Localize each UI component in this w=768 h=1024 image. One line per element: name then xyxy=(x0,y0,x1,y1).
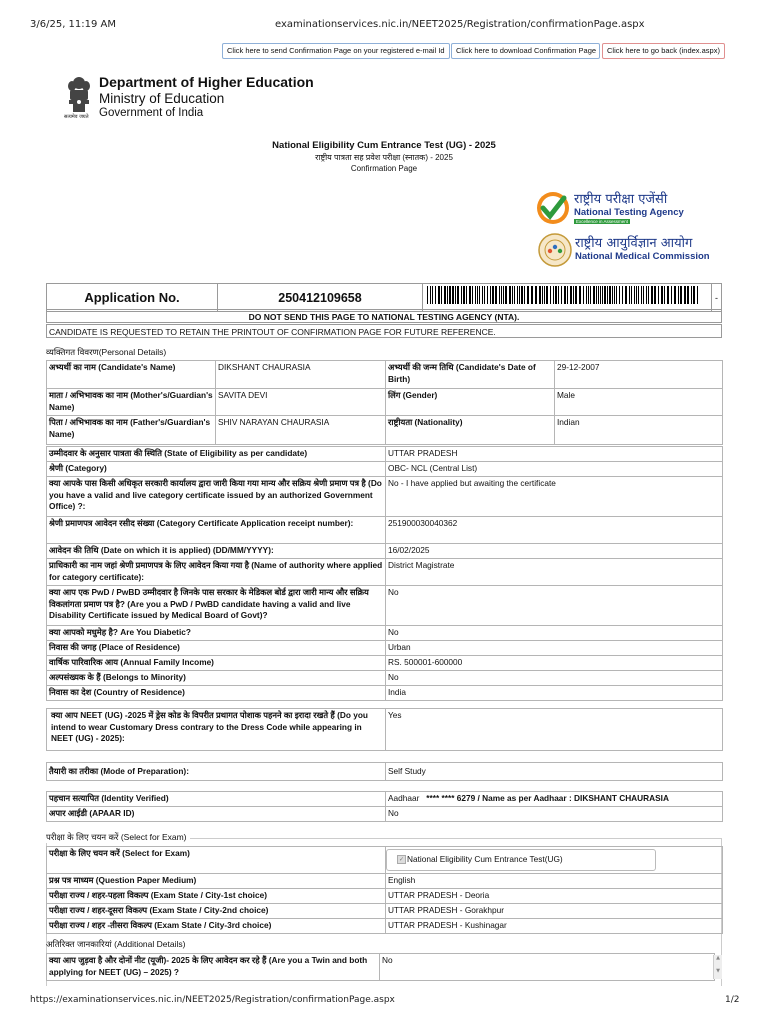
detail-label: क्या आपको मधुमेह है? Are You Diabetic? xyxy=(47,626,386,641)
dob-value: 29-12-2007 xyxy=(555,361,723,389)
exam-option-checkbox[interactable]: ✓ xyxy=(398,856,405,863)
twin-label: क्या आप जुड़वा है और दोनों नीट (यूजी)- 2025 के लिए आवेदन कर रहे हैं (Are you a Twin and both applying for NEET (UG) – 2025) ? xyxy=(47,954,380,981)
dress-code-value: Yes xyxy=(386,709,723,751)
gender-label: लिंग (Gender) xyxy=(386,389,555,416)
detail-label: निवास की जगह (Place of Residence) xyxy=(47,641,386,656)
scroll-down-icon[interactable]: ▼ xyxy=(716,968,720,974)
detail-value: District Magistrate xyxy=(386,559,723,586)
apaar-label: अपार आईडी (APAAR ID) xyxy=(47,807,386,822)
preparation-label: तैयारी का तरीका (Mode of Preparation): xyxy=(47,763,386,781)
detail-value: UTTAR PRADESH xyxy=(386,447,723,462)
detail-value: India xyxy=(386,686,723,701)
detail-value: OBC- NCL (Central List) xyxy=(386,462,723,477)
detail-label: प्राधिकारी का नाम जहां श्रेणी प्रमाणपत्र के लिए आवेदन किया गया है (Name of authority where applied for category certificate): xyxy=(47,559,386,586)
candidate-name: DIKSHANT CHAURASIA xyxy=(216,361,386,389)
application-number-table xyxy=(46,283,722,312)
additional-details-table xyxy=(46,953,715,981)
detail-value: RS. 500001-600000 xyxy=(386,656,723,671)
dob-label: अभ्यर्थी की जन्म तिथि (Candidate's Date of Birth) xyxy=(386,361,555,389)
dress-code-table xyxy=(46,708,723,751)
identity-doc-type: Aadhaar xyxy=(388,793,420,803)
apaar-value: No xyxy=(386,807,723,822)
detail-value: 16/02/2025 xyxy=(386,544,723,559)
nta-check-icon xyxy=(536,191,570,225)
footer-url: https://examinationservices.nic.in/NEET2025/Registration/confirmationPage.aspx xyxy=(30,995,395,1005)
mother-name-label: माता / अभिभावक का नाम (Mother's/Guardian's Name) xyxy=(47,389,216,416)
identity-table xyxy=(46,791,723,822)
detail-value: No xyxy=(386,671,723,686)
nationality-label: राष्ट्रीयता (Nationality) xyxy=(386,416,555,445)
application-number: 250412109658 xyxy=(218,284,423,312)
exam-title-hindi: राष्ट्रीय पात्रता सह प्रवेश परीक्षा (स्नातक) - 2025 xyxy=(315,153,453,162)
detail-label: निवास का देश (Country of Residence) xyxy=(47,686,386,701)
scroll-up-icon[interactable]: ▲ xyxy=(716,955,720,961)
detail-value: Urban xyxy=(386,641,723,656)
detail-value: No - I have applied but awaiting the certificate xyxy=(386,477,723,517)
centre-label: परीक्षा राज्य / शहर-दूसरा विकल्प (Exam State / City-2nd choice) xyxy=(47,904,386,919)
centre-label: परीक्षा राज्य / शहर -तीसरा विकल्प (Exam State / City-3rd choice) xyxy=(47,919,386,934)
preparation-value: Self Study xyxy=(386,763,723,781)
nmc-logo xyxy=(528,231,728,271)
exam-selection-legend: परीक्षा के लिए चयन करें (Select for Exam) xyxy=(46,832,190,843)
candidate-name-label: अभ्यर्थी का नाम (Candidate's Name) xyxy=(47,361,216,389)
exam-option-box xyxy=(386,849,656,871)
preparation-table xyxy=(46,762,723,781)
identity-details: **** **** 6279 / Name as per Aadhaar : DIKSHANT CHAURASIA xyxy=(426,793,669,803)
detail-value: No xyxy=(386,586,723,626)
exam-centres-table xyxy=(46,873,723,934)
barcode-icon xyxy=(427,284,703,306)
detail-label: श्रेणी (Category) xyxy=(47,462,386,477)
do-not-send-warning: DO NOT SEND THIS PAGE TO NATIONAL TESTING AGENCY (NTA). xyxy=(46,309,722,323)
exam-select-label: परीक्षा के लिए चयन करें (Select for Exam) xyxy=(47,847,386,874)
identity-value xyxy=(386,792,723,807)
detail-label: वार्षिक पारिवारिक आय (Annual Family Income) xyxy=(47,656,386,671)
father-name: SHIV NARAYAN CHAURASIA xyxy=(216,416,386,445)
government-name: Government of India xyxy=(99,107,204,119)
go-back-button[interactable]: Click here to go back (index.aspx) xyxy=(602,43,725,59)
father-name-label: पिता / अभिभावक का नाम (Father's/Guardian's Name) xyxy=(47,416,216,445)
eligibility-details-table xyxy=(46,446,723,701)
ministry-name: Ministry of Education xyxy=(99,91,225,106)
detail-label: उम्मीदवार के अनुसार पात्रता की स्थिति (State of Eligibility as per candidate) xyxy=(47,447,386,462)
nta-logo xyxy=(536,187,736,229)
detail-label: क्या आपके पास किसी अधिकृत सरकारी कार्यालय द्वारा जारी किया गया मान्य और सक्रिय श्रेणी प्रमाण पत्र है (Do you have a valid and live category certificate issued by an authorized Government Office) ?: xyxy=(47,477,386,517)
centre-value: UTTAR PRADESH - Gorakhpur xyxy=(386,904,723,919)
centre-label: प्रश्न पत्र माध्यम (Question Paper Medium) xyxy=(47,874,386,889)
nmc-english-name: National Medical Commission xyxy=(575,251,710,262)
centre-label: परीक्षा राज्य / शहर-पहला विकल्प (Exam State / City-1st choice) xyxy=(47,889,386,904)
send-email-button[interactable]: Click here to send Confirmation Page on your registered e-mail Id xyxy=(222,43,450,59)
gender-value: Male xyxy=(555,389,723,416)
centre-value: English xyxy=(386,874,723,889)
identity-label: पहचान सत्यापित (Identity Verified) xyxy=(47,792,386,807)
nationality-value: Indian xyxy=(555,416,723,445)
emblem-caption: सत्यमेव जयते xyxy=(64,114,89,120)
barcode-cell xyxy=(423,284,712,312)
detail-value: 251900030040362 xyxy=(386,517,723,544)
retain-printout-note: CANDIDATE IS REQUESTED TO RETAIN THE PRINTOUT OF CONFIRMATION PAGE FOR FUTURE REFERENCE. xyxy=(46,324,722,338)
nta-hindi-name: राष्ट्रीय परीक्षा एजेंसी xyxy=(574,192,668,207)
application-number-label: Application No. xyxy=(47,284,218,312)
barcode-dash: - xyxy=(712,284,722,312)
print-url: examinationservices.nic.in/NEET2025/Registration/confirmationPage.aspx xyxy=(275,19,645,30)
centre-value: UTTAR PRADESH - Kushinagar xyxy=(386,919,723,934)
dress-code-label: क्या आप NEET (UG) -2025 में ड्रेस कोड के विपरीत प्रथागत पोशाक पहनने का इरादा रखते हैं (Do you intend to wear Customary Dress contrary to the Dress Code while appearing in NEET (UG) - 2025): xyxy=(47,709,386,751)
personal-details-heading: व्यक्तिगत विवरण(Personal Details) xyxy=(46,347,167,357)
scrollbar[interactable] xyxy=(713,955,722,979)
centre-value: UTTAR PRADESH - Deoria xyxy=(386,889,723,904)
twin-value: No xyxy=(380,954,715,981)
detail-label: अल्पसंख्यक के हैं (Belongs to Minority) xyxy=(47,671,386,686)
nmc-seal-icon xyxy=(538,233,572,267)
print-datetime: 3/6/25, 11:19 AM xyxy=(30,19,117,30)
nmc-hindi-name: राष्ट्रीय आयुर्विज्ञान आयोग xyxy=(575,236,693,251)
nta-tagline: Excellence in Assessment xyxy=(576,219,629,224)
exam-title: National Eligibility Cum Entrance Test (UG) - 2025 xyxy=(272,140,496,151)
download-confirmation-button[interactable]: Click here to download Confirmation Page xyxy=(451,43,600,59)
page-subtitle: Confirmation Page xyxy=(350,164,418,173)
detail-value: No xyxy=(386,626,723,641)
additional-details-heading: अतिरिक्त जानकारियां (Additional Details) xyxy=(46,939,186,949)
exam-option-label: National Eligibility Cum Entrance Test(UG) xyxy=(407,854,563,864)
detail-label: श्रेणी प्रमाणपत्र आवेदन रसीद संख्या (Category Certificate Application receipt number): xyxy=(47,517,386,544)
nta-english-name: National Testing Agency xyxy=(574,207,684,218)
detail-label: क्या आप एक PwD / PwBD उम्मीदवार है जिनके पास सरकार के मेडिकल बोर्ड द्वारा जारी मान्य और सक्रिय विकलांगता प्रमाण पत्र है? (Are you a PwD / PwBD candidate having a valid and live Disability Certificate issued by Medical Board of Govt)? xyxy=(47,586,386,626)
detail-label: आवेदन की तिथि (Date on which it is applied) (DD/MM/YYYY): xyxy=(47,544,386,559)
mother-name: SAVITA DEVI xyxy=(216,389,386,416)
department-name: Department of Higher Education xyxy=(99,74,314,90)
page-number: 1/2 xyxy=(725,995,740,1005)
personal-details-table xyxy=(46,360,723,445)
